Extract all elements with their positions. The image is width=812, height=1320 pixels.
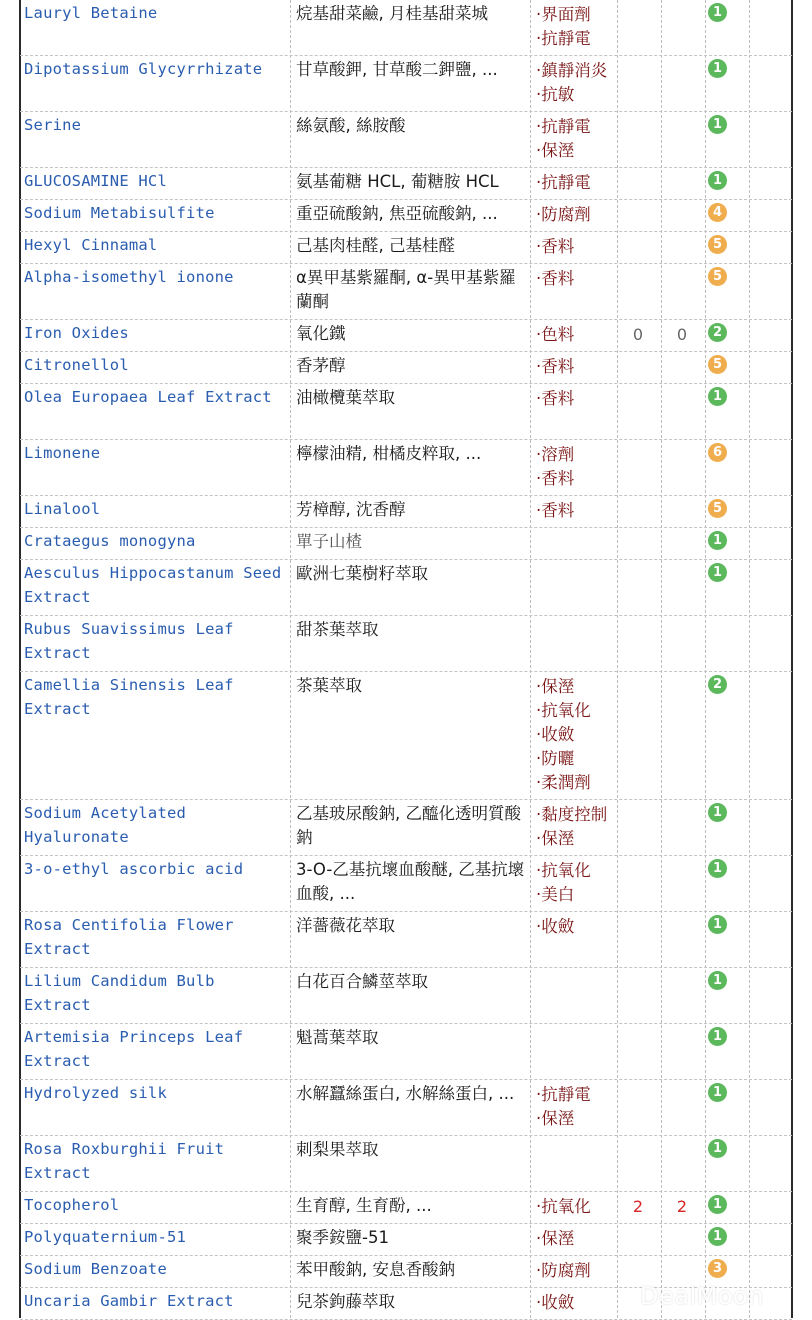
function-tag: ·防腐劑 [536, 205, 591, 224]
table-row [0, 672, 812, 800]
irritancy-value: 2 [676, 1197, 688, 1216]
safety-score-badge: 1 [708, 3, 727, 22]
table-row [0, 496, 812, 528]
chinese-name: 油橄欖葉萃取 [296, 388, 395, 407]
function-tag: ·鎮靜消炎 [536, 61, 608, 80]
chinese-name: 3-O-乙基抗壞血酸醚, 乙基抗壞血酸, ... [296, 860, 525, 903]
ingredient-name-link[interactable]: Sodium Metabisulfite [24, 204, 215, 222]
function-tag: ·香料 [536, 389, 575, 408]
table-row [0, 1024, 812, 1080]
function-list [536, 1291, 618, 1315]
table-row [0, 968, 812, 1024]
function-list [536, 803, 618, 851]
ingredient-name-link[interactable]: Polyquaternium-51 [24, 1228, 187, 1246]
chinese-name: 茶葉萃取 [296, 676, 362, 695]
chinese-name: 聚季銨鹽-51 [296, 1228, 389, 1247]
chinese-name: 絲氨酸, 絲胺酸 [296, 116, 406, 135]
safety-score-badge: 1 [708, 803, 727, 822]
chinese-name: 生育醇, 生育酚, ... [296, 1196, 432, 1215]
safety-score-badge: 4 [708, 203, 727, 222]
ingredient-name-link[interactable]: Rosa Roxburghii Fruit Extract [24, 1140, 225, 1182]
safety-score-badge: 1 [708, 971, 727, 990]
function-tag: ·抗氧化 [536, 1197, 591, 1216]
function-tag: ·抗敏 [536, 85, 575, 104]
function-list [536, 859, 618, 907]
function-tag: ·香料 [536, 469, 575, 488]
safety-score-badge: 5 [708, 499, 727, 518]
chinese-name: 歐洲七葉樹籽萃取 [296, 564, 428, 583]
ingredient-name-link[interactable]: Alpha-isomethyl ionone [24, 268, 234, 286]
function-tag: ·香料 [536, 357, 575, 376]
ingredient-name-link[interactable]: Camellia Sinensis Leaf Extract [24, 676, 234, 718]
function-tag: ·抗氧化 [536, 701, 591, 720]
function-tag: ·抗氧化 [536, 861, 591, 880]
safety-score-badge: 1 [708, 115, 727, 134]
function-tag: ·防腐劑 [536, 1261, 591, 1280]
function-tag: ·抗靜電 [536, 1085, 591, 1104]
function-list [536, 915, 618, 939]
chinese-name: 兒茶鉤藤萃取 [296, 1292, 395, 1311]
table-row [0, 200, 812, 232]
safety-score-badge: 1 [708, 563, 727, 582]
table-row [0, 384, 812, 440]
ingredient-name-link[interactable]: Tocopherol [24, 1196, 120, 1214]
chinese-name: 白花百合鱗莖萃取 [296, 972, 428, 991]
safety-score-badge: 1 [708, 171, 727, 190]
function-tag: ·保溼 [536, 1109, 575, 1128]
table-row [0, 56, 812, 112]
function-tag: ·收斂 [536, 917, 575, 936]
safety-score-badge: 1 [708, 1195, 727, 1214]
table-row [0, 352, 812, 384]
table-row [0, 1080, 812, 1136]
chinese-name: 檸檬油精, 柑橘皮粹取, ... [296, 444, 482, 463]
chinese-name: 苯甲酸鈉, 安息香酸鈉 [296, 1260, 455, 1279]
safety-score-badge: 6 [708, 443, 727, 462]
safety-score-badge: 5 [708, 235, 727, 254]
function-list [536, 203, 618, 227]
safety-score-badge: 1 [708, 1027, 727, 1046]
table-row [0, 440, 812, 496]
chinese-name: 水解蠶絲蛋白, 水解絲蛋白, ... [296, 1084, 515, 1103]
ingredient-name-link[interactable]: Aesculus Hippocastanum Seed Extract [24, 564, 282, 606]
ingredient-name-link[interactable]: Rubus Suavissimus Leaf Extract [24, 620, 234, 662]
irritancy-value: 0 [676, 325, 688, 344]
function-list [536, 171, 618, 195]
function-list [536, 499, 618, 523]
safety-score-badge: 5 [708, 355, 727, 374]
ingredient-name-link[interactable]: Lilium Candidum Bulb Extract [24, 972, 215, 1014]
chinese-name: 氨基葡糖 HCL, 葡糖胺 HCL [296, 172, 499, 191]
safety-score-badge: 1 [708, 1083, 727, 1102]
safety-score-badge: 1 [708, 1139, 727, 1158]
table-row [0, 1192, 812, 1224]
function-tag: ·保溼 [536, 677, 575, 696]
function-tag: ·保溼 [536, 1229, 575, 1248]
chinese-name: 甘草酸鉀, 甘草酸二鉀鹽, ... [296, 60, 498, 79]
chinese-name: 己基肉桂醛, 己基桂醛 [296, 236, 455, 255]
ingredient-name-link[interactable]: Rosa Centifolia Flower Extract [24, 916, 234, 958]
table-row [0, 856, 812, 912]
function-tag: ·黏度控制 [536, 805, 608, 824]
chinese-name: 香茅醇 [296, 356, 346, 375]
function-list [536, 1195, 618, 1219]
function-list [536, 267, 618, 291]
ingredient-name-link[interactable]: Olea Europaea Leaf Extract [24, 388, 272, 406]
function-list [536, 323, 618, 347]
ingredient-name-link[interactable]: Sodium Acetylated Hyaluronate [24, 804, 187, 846]
function-list [536, 3, 618, 51]
chinese-name: 氧化鐵 [296, 324, 346, 343]
safety-score-badge: 1 [708, 915, 727, 934]
table-row [0, 1224, 812, 1256]
ingredient-name-link[interactable]: Hexyl Cinnamal [24, 236, 158, 254]
function-tag: ·抗靜電 [536, 117, 591, 136]
function-list [536, 1227, 618, 1251]
function-tag: ·界面劑 [536, 5, 591, 24]
dealmoon-watermark: DealMoon [640, 1282, 764, 1310]
acne-risk-value: 0 [632, 325, 644, 344]
ingredient-name-link[interactable]: Limonene [24, 444, 101, 462]
function-tag: ·保溼 [536, 829, 575, 848]
ingredient-name-link[interactable]: Lauryl Betaine [24, 4, 158, 22]
function-tag: ·抗靜電 [536, 173, 591, 192]
chinese-name: 重亞硫酸鈉, 焦亞硫酸鈉, ... [296, 204, 498, 223]
function-tag: ·香料 [536, 237, 575, 256]
chinese-name: 魁蒿葉萃取 [296, 1028, 379, 1047]
ingredient-name-link[interactable]: 3-o-ethyl ascorbic acid [24, 860, 244, 878]
table-row [0, 1136, 812, 1192]
function-tag: ·收斂 [536, 1293, 575, 1312]
ingredient-name-link[interactable]: Artemisia Princeps Leaf Extract [24, 1028, 244, 1070]
safety-score-badge: 1 [708, 859, 727, 878]
function-list [536, 355, 618, 379]
chinese-name: 洋薔薇花萃取 [296, 916, 395, 935]
table-row [0, 560, 812, 616]
ingredient-name-link[interactable]: Dipotassium Glycyrrhizate [24, 60, 263, 78]
ingredient-name-link[interactable]: GLUCOSAMINE HCl [24, 172, 167, 190]
ingredient-name-link[interactable]: Linalool [24, 500, 101, 518]
function-list [536, 235, 618, 259]
function-list [536, 443, 618, 491]
table-row [0, 912, 812, 968]
safety-score-badge: 2 [708, 323, 727, 342]
acne-risk-value: 2 [632, 1197, 644, 1216]
function-tag: ·防曬 [536, 749, 575, 768]
table-row [0, 528, 812, 560]
ingredient-name-link[interactable]: Uncaria Gambir Extract [24, 1292, 234, 1310]
function-tag: ·保溼 [536, 141, 575, 160]
ingredient-name-link[interactable]: Sodium Benzoate [24, 1260, 167, 1278]
chinese-name: 烷基甜菜鹼, 月桂基甜菜城 [296, 4, 488, 23]
function-list [536, 1259, 618, 1283]
function-tag: ·色料 [536, 325, 575, 344]
ingredient-name-link[interactable]: Iron Oxides [24, 324, 129, 342]
table-row [0, 800, 812, 856]
safety-score-badge: 1 [708, 1227, 727, 1246]
table-row [0, 320, 812, 352]
function-tag: ·柔潤劑 [536, 773, 591, 792]
table-row [0, 0, 812, 56]
table-row [0, 112, 812, 168]
table-row [0, 232, 812, 264]
chinese-name: 甜茶葉萃取 [296, 620, 379, 639]
ingredient-name-link[interactable]: Hydrolyzed silk [24, 1084, 167, 1102]
safety-score-badge: 5 [708, 267, 727, 286]
chinese-name: 刺梨果萃取 [296, 1140, 379, 1159]
function-tag: ·溶劑 [536, 445, 575, 464]
safety-score-badge: 1 [708, 59, 727, 78]
function-tag: ·美白 [536, 885, 575, 904]
table-row [0, 264, 812, 320]
chinese-name: 乙基玻尿酸鈉, 乙醯化透明質酸鈉 [296, 804, 521, 847]
safety-score-badge: 2 [708, 675, 727, 694]
function-tag: ·收斂 [536, 725, 575, 744]
chinese-name: 芳樟醇, 沈香醇 [296, 500, 406, 519]
ingredient-name-link[interactable]: Crataegus monogyna [24, 532, 196, 550]
function-list [536, 115, 618, 163]
chinese-name: α異甲基紫羅酮, α-異甲基紫羅蘭酮 [296, 268, 516, 311]
safety-score-badge: 1 [708, 387, 727, 406]
safety-score-badge: 3 [708, 1259, 727, 1278]
function-tag: ·香料 [536, 269, 575, 288]
safety-score-badge: 1 [708, 531, 727, 550]
function-list [536, 675, 618, 795]
chinese-name: 單子山楂 [296, 532, 362, 551]
ingredient-name-link[interactable]: Citronellol [24, 356, 129, 374]
function-list [536, 387, 618, 411]
ingredient-name-link[interactable]: Serine [24, 116, 82, 134]
function-list [536, 1083, 618, 1131]
function-tag: ·抗靜電 [536, 29, 591, 48]
table-row [0, 616, 812, 672]
table-row [0, 168, 812, 200]
function-tag: ·香料 [536, 501, 575, 520]
function-list [536, 59, 618, 107]
